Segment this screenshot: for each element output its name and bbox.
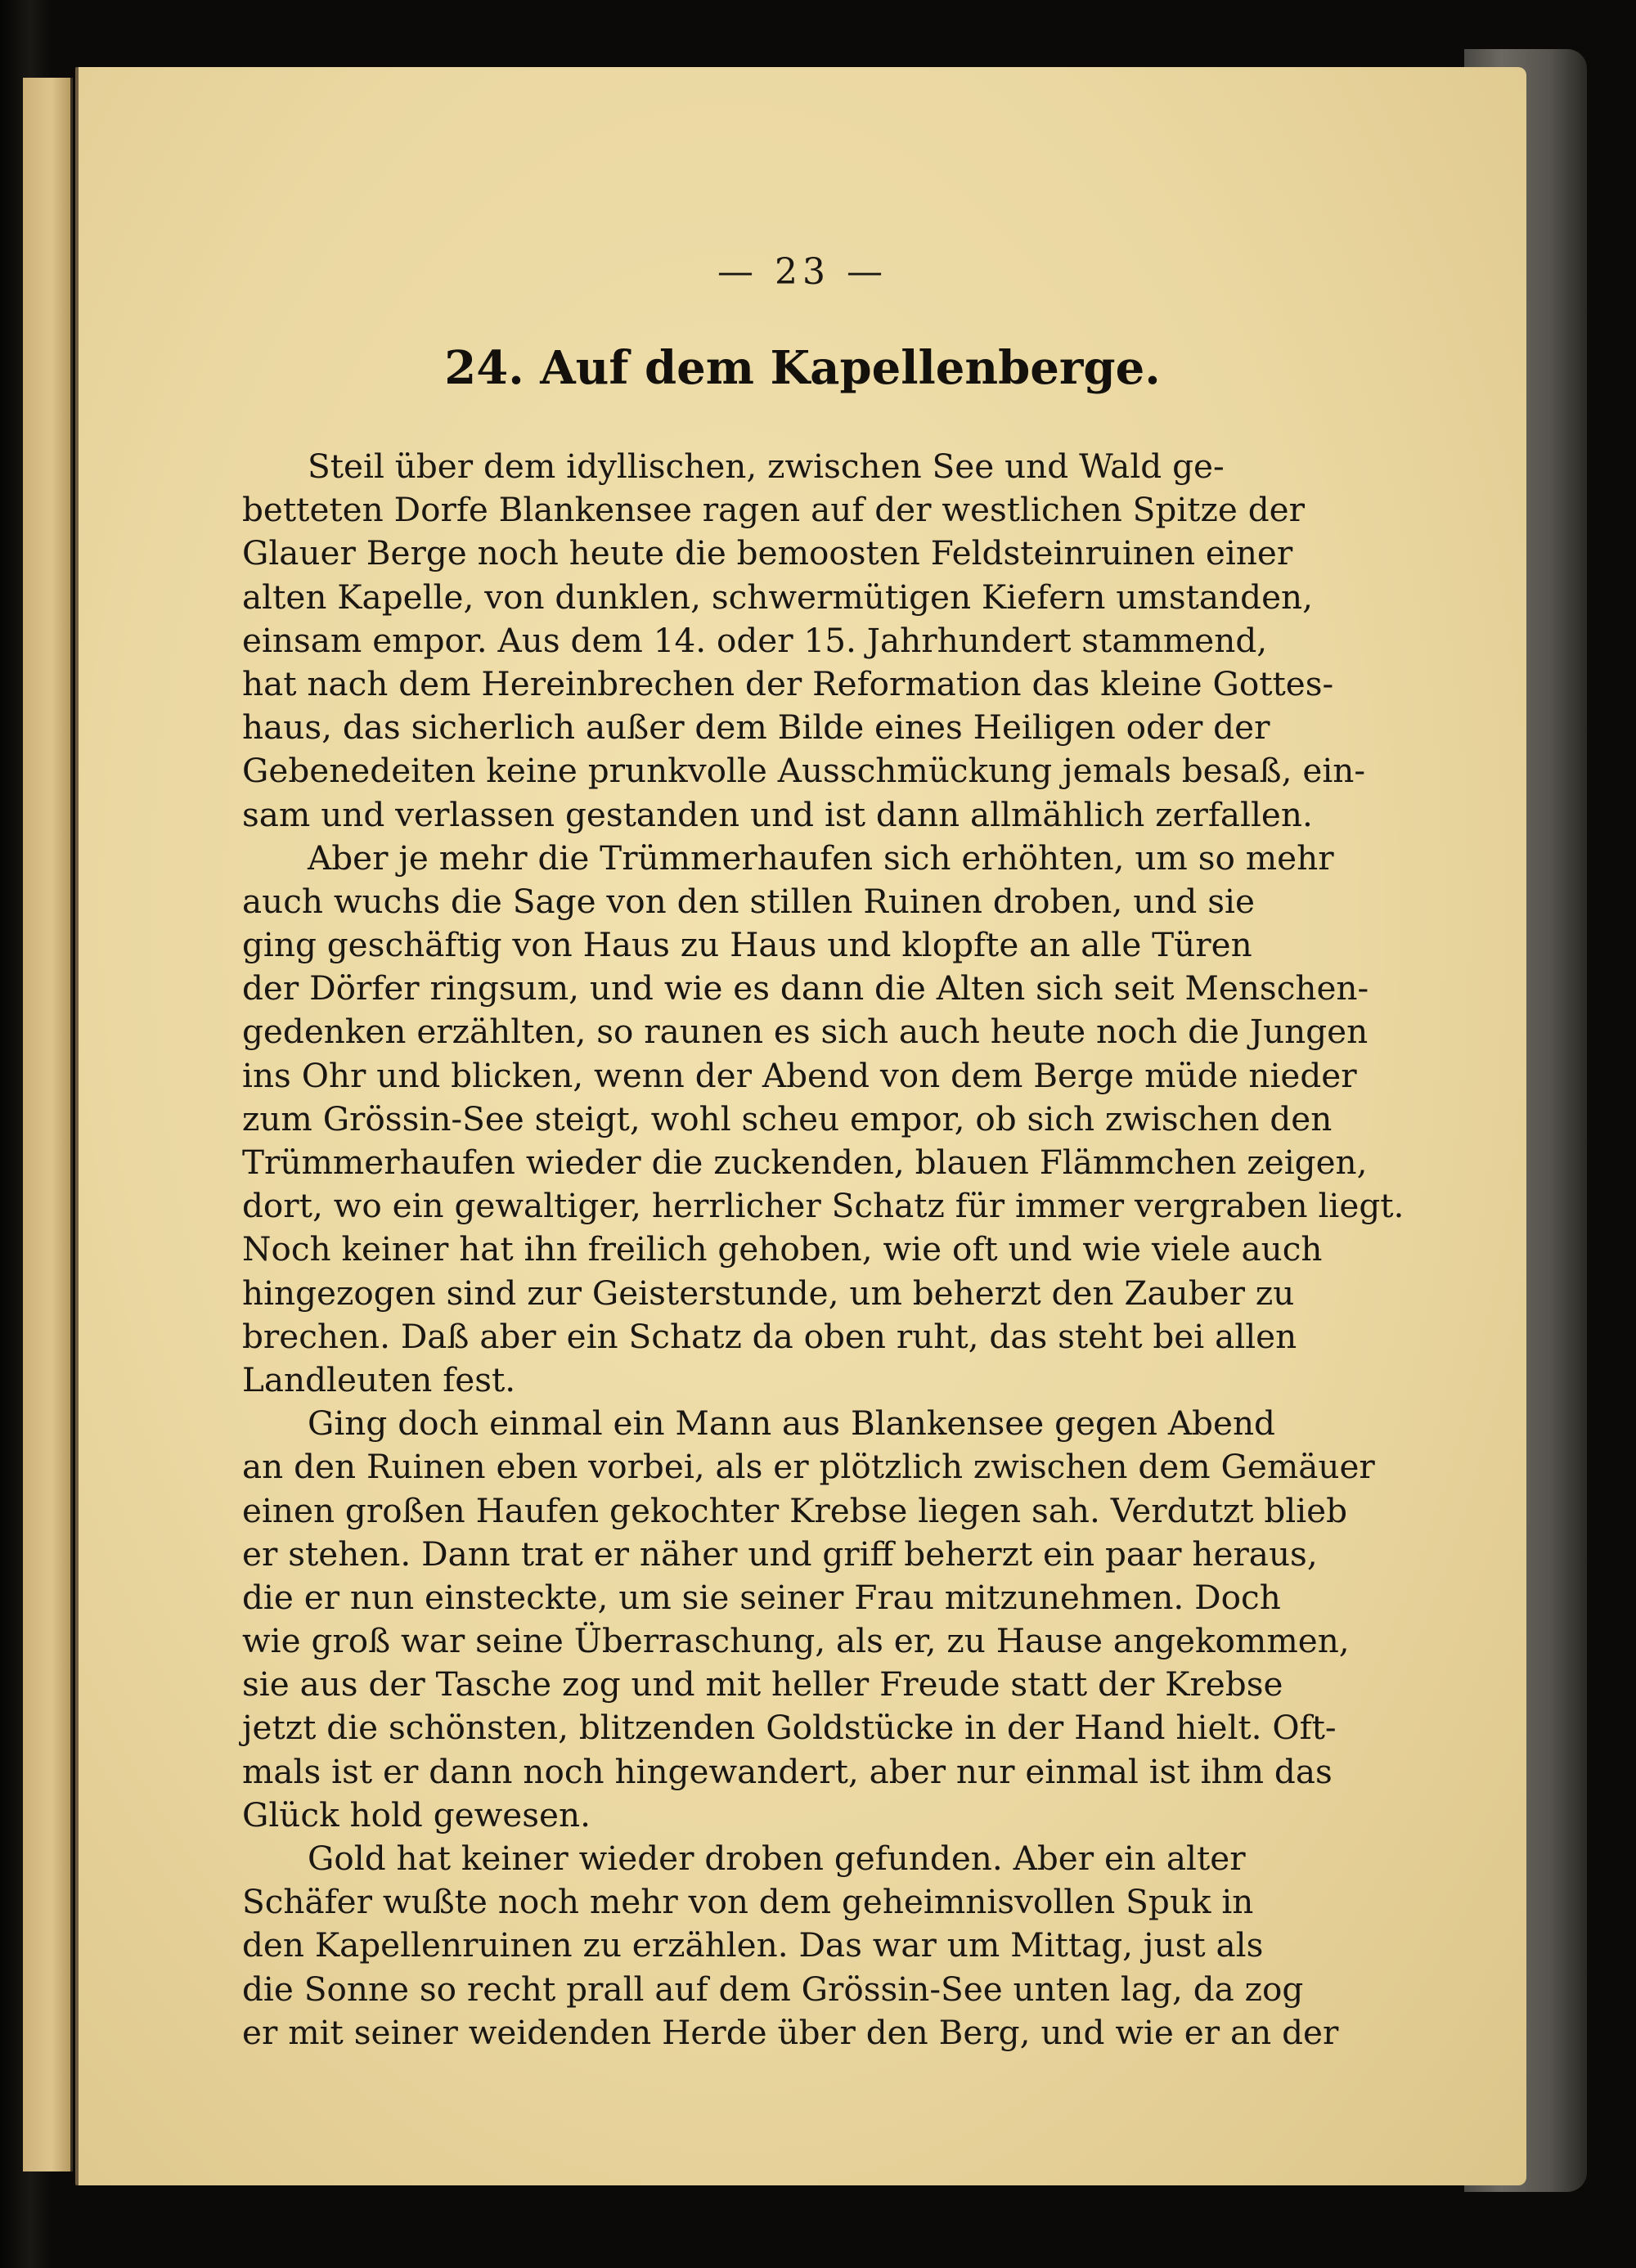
text-line: Gebenedeiten keine prunkvolle Ausschmückung jemals besaß, ein- bbox=[242, 751, 1366, 791]
page-number: — 23 — bbox=[717, 251, 888, 293]
previous-page-edge bbox=[23, 78, 73, 2171]
text-line: betteten Dorfe Blankensee ragen auf der westlichen Spitze der bbox=[242, 490, 1305, 530]
text-line: dort, wo ein gewaltiger, herrlicher Schatz für immer vergraben liegt. bbox=[242, 1186, 1405, 1226]
text-line: ging geschäftig von Haus zu Haus und klopfte an alle Türen bbox=[242, 925, 1252, 965]
text-line: mals ist er dann noch hingewandert, aber nur einmal ist ihm das bbox=[242, 1751, 1333, 1791]
text-line: an den Ruinen eben vorbei, als er plötzlich zwischen dem Gemäuer bbox=[242, 1447, 1375, 1487]
text-line: Schäfer wußte noch mehr von dem geheimnisvollen Spuk in bbox=[242, 1882, 1254, 1922]
text-line: Landleuten fest. bbox=[242, 1359, 516, 1399]
text-line: gedenken erzählten, so raunen es sich auch heute noch die Jungen bbox=[242, 1012, 1369, 1052]
text-line: Glück hold gewesen. bbox=[242, 1794, 591, 1835]
text-line: die er nun einsteckte, um sie seiner Frau mitzunehmen. Doch bbox=[242, 1577, 1281, 1617]
text-line: brechen. Daß aber ein Schatz da oben ruht, das steht bei allen bbox=[242, 1316, 1297, 1356]
text-line: Aber je mehr die Trümmerhaufen sich erhöhten, um so mehr bbox=[308, 838, 1334, 878]
text-line: den Kapellenruinen zu erzählen. Das war um Mittag, just als bbox=[242, 1925, 1264, 1965]
text-line: Noch keiner hat ihn freilich gehoben, wie oft und wie viele auch bbox=[242, 1229, 1323, 1269]
text-line: einsam empor. Aus dem 14. oder 15. Jahrhundert stammend, bbox=[242, 620, 1268, 660]
book-page bbox=[75, 67, 1526, 2185]
text-line: sie aus der Tasche zog und mit heller Freude statt der Krebse bbox=[242, 1664, 1283, 1704]
text-line: hingezogen sind zur Geisterstunde, um beherzt den Zauber zu bbox=[242, 1273, 1295, 1313]
text-line: auch wuchs die Sage von den stillen Ruinen droben, und sie bbox=[242, 881, 1255, 921]
text-line: die Sonne so recht prall auf dem Grössin-See unten lag, da zog bbox=[242, 1969, 1304, 2009]
text-line: jetzt die schönsten, blitzenden Goldstücke in der Hand hielt. Oft- bbox=[242, 1708, 1337, 1748]
text-line: sam und verlassen gestanden und ist dann allmählich zerfallen. bbox=[242, 794, 1313, 834]
text-line: Steil über dem idyllischen, zwischen See und Wald ge- bbox=[308, 447, 1225, 486]
text-line: Ging doch einmal ein Mann aus Blankensee gegen Abend bbox=[308, 1403, 1275, 1444]
text-line: einen großen Haufen gekochter Krebse liegen sah. Verdutzt blieb bbox=[242, 1490, 1348, 1530]
text-line: Glauer Berge noch heute die bemoosten Feldsteinruinen einer bbox=[242, 533, 1293, 573]
text-line: haus, das sicherlich außer dem Bilde eines Heiligen oder der bbox=[242, 707, 1270, 748]
text-line: alten Kapelle, von dunklen, schwermütigen Kiefern umstanden, bbox=[242, 577, 1314, 617]
text-line: der Dörfer ringsum, und wie es dann die Alten sich seit Menschen- bbox=[242, 968, 1369, 1008]
text-line: wie groß war seine Überraschung, als er, zu Hause angekommen, bbox=[242, 1621, 1350, 1661]
text-line: Trümmerhaufen wieder die zuckenden, blauen Flämmchen zeigen, bbox=[242, 1143, 1368, 1182]
chapter-heading: 24. Auf dem Kapellenberge. bbox=[444, 341, 1161, 395]
text-line: hat nach dem Hereinbrechen der Reformation das kleine Gottes- bbox=[242, 663, 1334, 703]
text-line: zum Grössin-See steigt, wohl scheu empor, ob sich zwischen den bbox=[242, 1098, 1333, 1138]
text-line: er mit seiner weidenden Herde über den Berg, und wie er an der bbox=[242, 2012, 1339, 2052]
text-line: er stehen. Dann trat er näher und griff beherzt ein paar heraus, bbox=[242, 1534, 1318, 1574]
body-text bbox=[242, 445, 1405, 2055]
text-line: ins Ohr und blicken, wenn der Abend von dem Berge müde nieder bbox=[242, 1055, 1357, 1095]
text-line: Gold hat keiner wieder droben gefunden. Aber ein alter bbox=[308, 1839, 1246, 1878]
